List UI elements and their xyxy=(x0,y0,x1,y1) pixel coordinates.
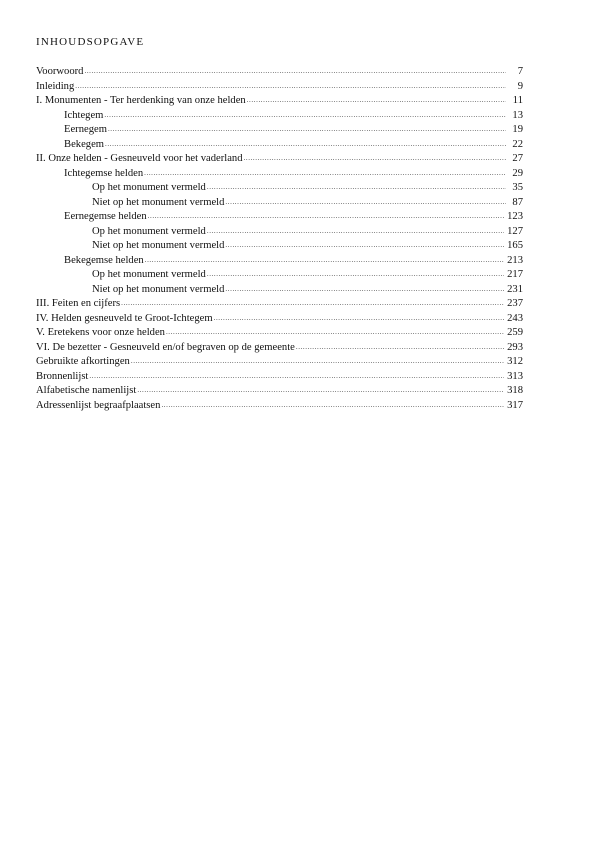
dot-leader xyxy=(296,340,504,355)
toc-entry-page: 213 xyxy=(507,254,523,266)
dot-leader xyxy=(144,166,506,181)
toc-entry-page: 313 xyxy=(507,370,523,382)
toc-entry-label: Op het monument vermeld xyxy=(92,182,206,193)
dot-leader xyxy=(166,325,504,340)
toc-entry-label: Eernegemse helden xyxy=(64,211,147,222)
toc-entry[interactable] xyxy=(36,152,523,167)
toc-entry-label: III. Feiten en cijfers xyxy=(36,298,121,309)
dot-leader xyxy=(214,311,505,326)
dot-leader xyxy=(207,224,504,239)
toc-entry-label: Adressenlijst begraafplaatsen xyxy=(36,399,161,411)
toc-entry[interactable] xyxy=(36,312,523,327)
toc-entry[interactable] xyxy=(36,399,523,414)
toc-entry-page: 293 xyxy=(507,341,523,353)
toc-entry-label: Voorwoord xyxy=(36,66,84,77)
toc-entry-label: IV. Helden gesneuveld te Groot-Ichtegem xyxy=(36,312,213,324)
dot-leader xyxy=(161,398,504,413)
toc-entry-label: Niet op het monument vermeld xyxy=(92,240,225,251)
toc-entry[interactable] xyxy=(36,384,523,399)
dot-leader xyxy=(131,354,504,369)
toc-entry[interactable] xyxy=(36,341,523,356)
toc-entry-label: Bronnenlijst xyxy=(36,370,89,382)
toc-entry-page: 312 xyxy=(507,356,523,367)
toc-entry[interactable] xyxy=(36,94,523,109)
toc-entry-label: Inleiding xyxy=(36,80,75,92)
toc-entry-page: 7 xyxy=(517,66,523,77)
table-of-contents xyxy=(36,65,523,413)
toc-entry-page: 127 xyxy=(507,225,523,237)
toc-entry[interactable] xyxy=(36,254,523,269)
toc-entry[interactable] xyxy=(36,109,523,124)
toc-entry-page: 318 xyxy=(507,385,523,396)
toc-entry-label: Op het monument vermeld xyxy=(92,269,206,280)
toc-entry[interactable] xyxy=(36,181,523,196)
toc-entry-label: Ichtegemse helden xyxy=(64,167,144,179)
dot-leader xyxy=(89,369,504,384)
toc-entry[interactable] xyxy=(36,283,523,298)
dot-leader xyxy=(75,79,506,94)
toc-entry[interactable] xyxy=(36,138,523,153)
toc-entry[interactable] xyxy=(36,196,523,211)
toc-entry[interactable] xyxy=(36,80,523,95)
toc-entry-page: 13 xyxy=(512,109,523,121)
toc-entry-label: Niet op het monument vermeld xyxy=(92,196,225,208)
toc-entry-page: 11 xyxy=(512,95,523,106)
toc-entry-page: 35 xyxy=(512,182,523,193)
dot-leader xyxy=(104,108,506,123)
toc-entry[interactable] xyxy=(36,370,523,385)
toc-entry-page: 165 xyxy=(507,240,523,251)
toc-entry-page: 27 xyxy=(512,153,523,164)
toc-entry[interactable] xyxy=(36,167,523,182)
toc-entry-page: 123 xyxy=(507,211,523,222)
toc-entry-label: II. Onze helden - Gesneuveld voor het vaderland xyxy=(36,153,243,164)
toc-entry[interactable] xyxy=(36,65,523,80)
page-title: inhoudsopgave xyxy=(36,32,145,49)
toc-entry-page: 29 xyxy=(512,167,523,179)
toc-entry[interactable] xyxy=(36,123,523,138)
toc-entry-label: Bekegemse helden xyxy=(64,254,144,266)
dot-leader xyxy=(148,209,504,224)
dot-leader xyxy=(244,151,507,166)
toc-entry-label: Niet op het monument vermeld xyxy=(92,283,225,295)
toc-entry-label: Eernegem xyxy=(64,124,107,135)
dot-leader xyxy=(137,383,504,398)
toc-entry-page: 217 xyxy=(507,269,523,280)
dot-leader xyxy=(84,64,506,79)
dot-leader xyxy=(225,282,504,297)
toc-entry[interactable] xyxy=(36,355,523,370)
toc-entry-label: I. Monumenten - Ter herdenking van onze helden xyxy=(36,95,246,106)
toc-entry[interactable] xyxy=(36,326,523,341)
dot-leader xyxy=(207,267,504,282)
toc-entry[interactable] xyxy=(36,225,523,240)
toc-entry-label: V. Eretekens voor onze helden xyxy=(36,327,165,338)
toc-entry-label: VI. De bezetter - Gesneuveld en/of begraven op de gemeente xyxy=(36,341,295,353)
toc-entry-page: 231 xyxy=(507,283,523,295)
toc-entry[interactable] xyxy=(36,210,523,225)
toc-entry-page: 237 xyxy=(507,298,523,309)
toc-entry[interactable] xyxy=(36,239,523,254)
toc-entry-label: Gebruikte afkortingen xyxy=(36,356,130,367)
toc-entry[interactable] xyxy=(36,268,523,283)
dot-leader xyxy=(247,93,506,108)
toc-entry-label: Ichtegem xyxy=(64,109,104,121)
toc-entry-page: 87 xyxy=(512,196,523,208)
toc-entry-page: 19 xyxy=(512,124,523,135)
dot-leader xyxy=(225,195,506,210)
dot-leader xyxy=(108,122,506,137)
dot-leader xyxy=(225,238,504,253)
toc-entry[interactable] xyxy=(36,297,523,312)
dot-leader xyxy=(207,180,506,195)
toc-entry-label: Alfabetische namenlijst xyxy=(36,385,137,396)
toc-entry-label: Bekegem xyxy=(64,138,105,150)
dot-leader xyxy=(121,296,504,311)
toc-entry-label: Op het monument vermeld xyxy=(92,225,206,237)
toc-entry-page: 259 xyxy=(507,327,523,338)
toc-entry-page: 243 xyxy=(507,312,523,324)
toc-entry-page: 317 xyxy=(507,399,523,411)
toc-entry-page: 9 xyxy=(517,80,523,92)
dot-leader xyxy=(105,137,506,152)
dot-leader xyxy=(145,253,504,268)
toc-entry-page: 22 xyxy=(512,138,523,150)
